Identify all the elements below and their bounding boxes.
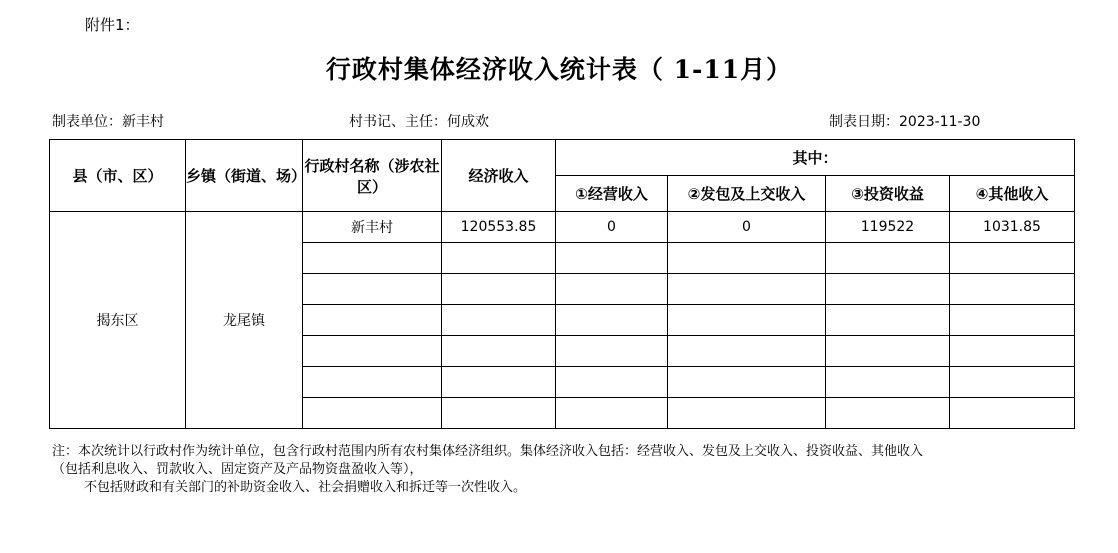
empty-cell [950,398,1075,429]
empty-cell [826,243,950,274]
footnote-line-1: 注：本次统计以行政村作为统计单位，包含行政村范围内所有农村集体经济组织。集体经济收入包括：经营收入、发包及上交收入、投资收益、其他收入 [52,444,924,459]
cell-income: 120553.85 [442,212,556,243]
statistics-table [49,139,1075,429]
empty-cell [668,305,826,336]
header-group: 其中： [556,140,1075,176]
empty-cell [442,305,556,336]
empty-cell [950,243,1075,274]
cell-other: 1031.85 [950,212,1075,243]
empty-cell [826,274,950,305]
empty-cell [668,336,826,367]
empty-cell [950,367,1075,398]
empty-cell [442,274,556,305]
empty-cell [442,398,556,429]
header-village: 行政村名称（涉农社区） [303,140,442,212]
meta-secretary: 村书记、主任：何成欢 [349,114,489,130]
header-op-income: ①经营收入 [556,176,668,212]
empty-cell [556,305,668,336]
empty-cell [303,243,442,274]
footnote-line-3: 不包括财政和有关部门的补助资金收入、社会捐赠收入和拆迁等一次性收入。 [84,480,527,495]
empty-cell [668,274,826,305]
empty-cell [303,367,442,398]
empty-cell [556,367,668,398]
empty-cell [950,274,1075,305]
header-invest-income: ③投资收益 [826,176,950,212]
footnote-line-2: （包括利息收入、罚款收入、固定资产及产品物资盘盈收入等）， [52,462,423,477]
empty-cell [826,336,950,367]
table-row [50,212,1075,243]
empty-cell [826,305,950,336]
attachment-label: 附件1： [85,16,140,34]
empty-cell [442,336,556,367]
header-county: 县（市、区） [50,140,186,212]
footnote [52,443,1082,497]
empty-cell [442,367,556,398]
empty-cell [556,274,668,305]
empty-cell [950,336,1075,367]
empty-cell [668,398,826,429]
empty-cell [826,367,950,398]
meta-date: 制表日期：2023-11-30 [829,114,981,130]
cell-invest: 119522 [826,212,950,243]
cell-town: 龙尾镇 [186,212,303,429]
page-title: 行政村集体经济收入统计表（ 1-11月） [325,55,793,84]
empty-cell [556,336,668,367]
meta-unit: 制表单位：新丰村 [52,114,164,130]
header-other-income: ④其他收入 [950,176,1075,212]
empty-cell [442,243,556,274]
empty-cell [303,305,442,336]
empty-cell [826,398,950,429]
cell-op: 0 [556,212,668,243]
empty-cell [303,398,442,429]
header-town: 乡镇（街道、场） [186,140,303,212]
empty-cell [303,336,442,367]
empty-cell [950,305,1075,336]
empty-cell [303,274,442,305]
header-contract-income: ②发包及上交收入 [668,176,826,212]
header-income: 经济收入 [442,140,556,212]
cell-contract: 0 [668,212,826,243]
empty-cell [556,243,668,274]
empty-cell [556,398,668,429]
empty-cell [668,367,826,398]
empty-cell [668,243,826,274]
cell-county: 揭东区 [50,212,186,429]
cell-village: 新丰村 [303,212,442,243]
